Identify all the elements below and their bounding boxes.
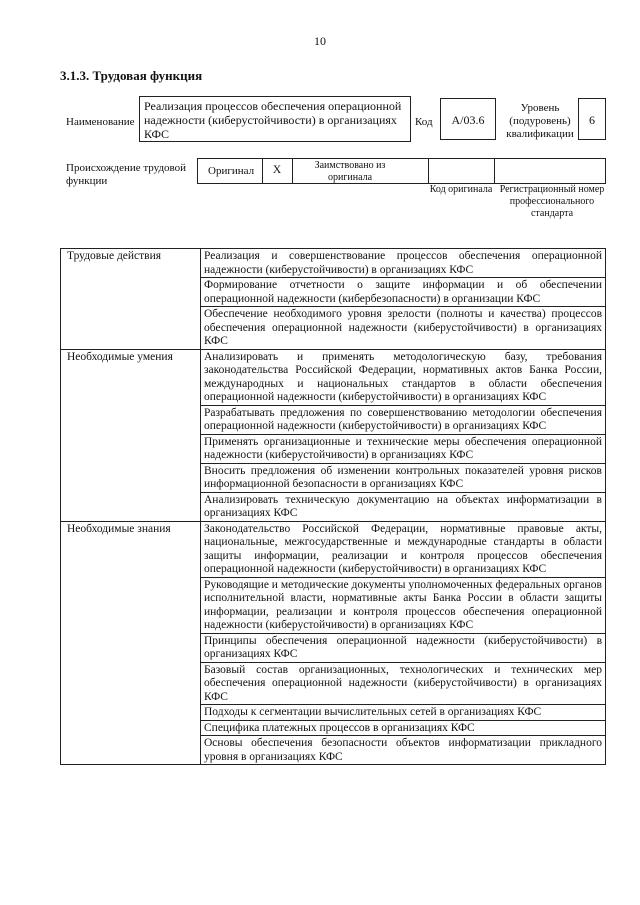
level-label: Уровень (подуровень) квалификации: [506, 102, 574, 140]
table-row: [61, 521, 606, 577]
list-item: Основы обеспечения безопасности объектов информатизации прикладного уровня в организациях КФС: [201, 736, 606, 765]
list-item: Обеспечение необходимого уровня зрелости (полноты и качества) процессов обеспечения операционной надежности (киберустойчивости) в организациях КФС: [201, 307, 606, 350]
section-title: 3.1.3. Трудовая функция: [60, 68, 203, 83]
level-field: 6: [578, 98, 606, 140]
list-item: Применять организационные и технические меры обеспечения операционной надежности (киберустойчивости) в организациях КФС: [201, 434, 606, 463]
table-row: [61, 349, 606, 405]
list-item: Принципы обеспечения операционной надежности (киберустойчивости) в организациях КФС: [201, 633, 606, 662]
original-label: Оригинал: [208, 165, 255, 177]
reg-number-label: Регистрационный номер профессионального стандарта: [499, 184, 605, 219]
origin-table: [197, 158, 606, 184]
page-number: 10: [314, 34, 326, 48]
original-mark: Х: [272, 164, 282, 176]
function-table: [60, 248, 606, 765]
list-item: Анализировать и применять методологическую базу, требования законодательства Российской Федерации, нормативных актов Банка России, международных и национальных стандартов в области обеспечения операционной надежности (киберустойчивости) в организациях КФС: [201, 349, 606, 405]
table-row: [61, 249, 606, 278]
list-item: Вносить предложения об изменении контрольных показателей уровня рисков информационной безопасности в организациях КФС: [201, 463, 606, 492]
list-item: Руководящие и методические документы уполномоченных федеральных органов исполнительной власти, нормативные акты Банка России в области защиты информации, реализации и контроля процессов обеспечения операционной надежности (киберустойчивости) в организациях КФС: [201, 577, 606, 633]
section-title-actions: Трудовые действия: [61, 249, 201, 350]
function-name-field: Реализация процессов обеспечения операционной надежности (киберустойчивости) в организациях КФС: [139, 96, 411, 142]
code-original-label: Код оригинала: [429, 184, 493, 195]
list-item: Формирование отчетности о защите информации и об обеспечении операционной надежности (кибербезопасности) в организации КФС: [201, 278, 606, 307]
list-item: Законодательство Российской Федерации, нормативные правовые акты, национальные, межгосударственные и международные стандарты в области защиты информации, реализации и контроля процессов обеспечения операционной надежности (киберустойчивости) в организациях КФС: [201, 521, 606, 577]
list-item: Подходы к сегментации вычислительных сетей в организациях КФС: [201, 705, 606, 721]
origin-label: Происхождение трудовой функции: [66, 162, 187, 187]
list-item: Анализировать техническую документацию на объектах информатизации в организациях КФС: [201, 492, 606, 521]
name-label: Наименование: [66, 116, 135, 128]
list-item: Реализация и совершенствование процессов обеспечения операционной надежности (киберустойчивости) в организациях КФС: [201, 249, 606, 278]
section-title-skills: Необходимые умения: [61, 349, 201, 521]
list-item: Базовый состав организационных, технологических и технических мер обеспечения операционной надежности (киберустойчивости) в организациях КФС: [201, 662, 606, 705]
list-item: Разрабатывать предложения по совершенствованию методологии обеспечения операционной надежности (киберустойчивости) в организациях КФС: [201, 405, 606, 434]
borrowed-label: Заимствовано из оригинала: [314, 160, 386, 183]
list-item: Специфика платежных процессов в организациях КФС: [201, 720, 606, 736]
section-title-knowledge: Необходимые знания: [61, 521, 201, 765]
code-label: Код: [415, 116, 433, 128]
code-field: А/03.6: [440, 98, 496, 140]
